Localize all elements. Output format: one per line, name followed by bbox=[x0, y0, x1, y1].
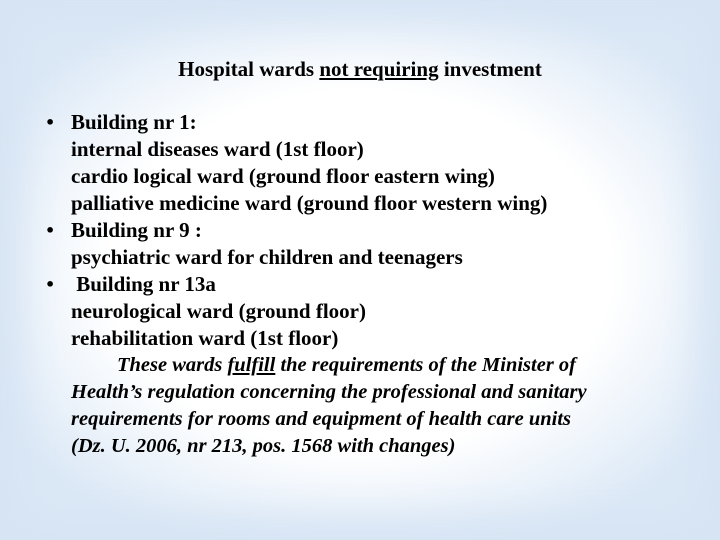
ward-line: psychiatric ward for children and teenagers bbox=[71, 245, 463, 269]
note-line: (Dz. U. 2006, nr 213, pos. 1568 with changes) bbox=[71, 435, 456, 457]
title-text-start: Hospital wards bbox=[178, 57, 320, 81]
building-label: Building nr 1: bbox=[71, 110, 197, 134]
bullet-icon: • bbox=[45, 275, 56, 294]
title-underlined-text: not requiring bbox=[319, 57, 439, 81]
regulation-note bbox=[45, 352, 695, 460]
bullet-icon: • bbox=[45, 221, 56, 240]
note-text-start: These wards bbox=[117, 354, 228, 376]
ward-line: palliative medicine ward (ground floor western wing) bbox=[71, 191, 548, 215]
slide-title bbox=[0, 56, 720, 82]
note-line: Health’s regulation concerning the professional and sanitary bbox=[71, 381, 587, 403]
note-text-line1: the requirements of the Minister of bbox=[275, 354, 577, 376]
bullet-icon: • bbox=[45, 113, 56, 132]
title-text-end: investment bbox=[438, 57, 542, 81]
ward-list bbox=[45, 109, 695, 460]
ward-line: neurological ward (ground floor) bbox=[71, 299, 366, 323]
ward-line: rehabilitation ward (1st floor) bbox=[71, 326, 339, 350]
building-label: Building nr 13a bbox=[71, 272, 216, 296]
note-line bbox=[71, 352, 695, 379]
note-underlined-text: fulfill bbox=[227, 354, 276, 376]
building-item bbox=[45, 271, 695, 298]
building-item bbox=[45, 217, 695, 244]
ward-line: cardio logical ward (ground floor eastern wing) bbox=[71, 164, 495, 188]
building-item bbox=[45, 109, 695, 136]
note-line: requirements for rooms and equipment of health care units bbox=[71, 408, 572, 430]
ward-line: internal diseases ward (1st floor) bbox=[71, 137, 364, 161]
building-label: Building nr 9 : bbox=[71, 218, 202, 242]
